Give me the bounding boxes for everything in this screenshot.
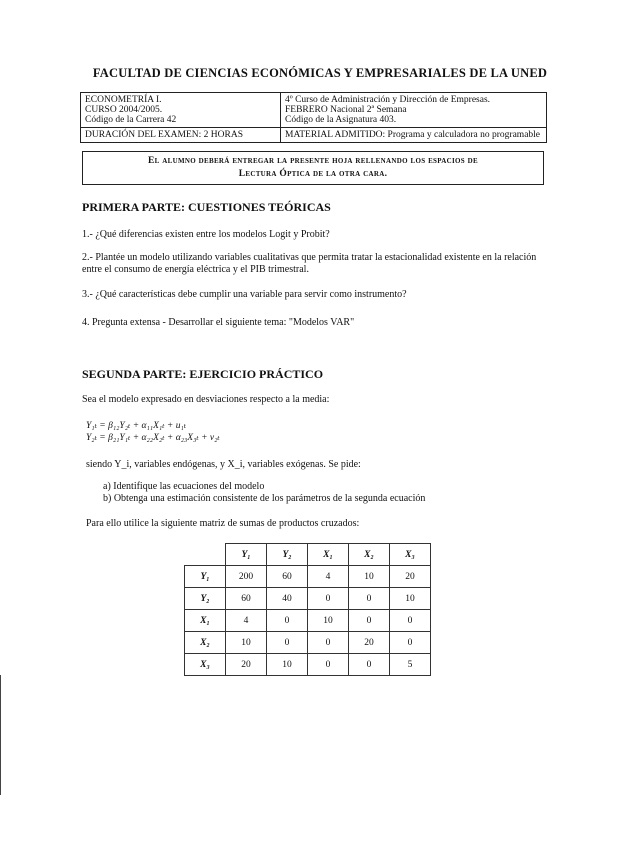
subject-code: Código de la Asignatura 403. xyxy=(285,115,397,125)
matrix-row xyxy=(185,566,431,588)
matrix-cell: 10 xyxy=(308,610,349,632)
model-intro: Sea el modelo expresado en desviaciones respecto a la media: xyxy=(82,394,330,405)
course-details xyxy=(81,93,281,127)
matrix-col-header: X₂ xyxy=(349,544,390,566)
matrix-row-header: X₃ xyxy=(185,654,226,676)
matrix-cell: 10 xyxy=(267,654,308,676)
info-row-exam xyxy=(81,128,546,142)
matrix-row xyxy=(185,588,431,610)
faculty-title: FACULTAD DE CIENCIAS ECONÓMICAS Y EMPRESARIALES DE LA UNED xyxy=(92,66,548,80)
exam-duration: DURACIÓN DEL EXAMEN: 2 HORAS xyxy=(81,128,281,142)
matrix-cell: 0 xyxy=(308,588,349,610)
matrix-cell: 0 xyxy=(308,654,349,676)
matrix-cell: 0 xyxy=(267,610,308,632)
task-a: a) Identifique las ecuaciones del modelo xyxy=(103,481,265,492)
matrix-row-header: Y₂ xyxy=(185,588,226,610)
optical-reading-notice xyxy=(82,151,544,185)
matrix-row-header: X₂ xyxy=(185,632,226,654)
equation-1: Y₁ₜ = β₁₂Y₂ₜ + α₁₁X₁ₜ + u₁ₜ xyxy=(86,421,187,431)
matrix-cell: 0 xyxy=(308,632,349,654)
matrix-cell: 10 xyxy=(390,588,431,610)
exam-session: FEBRERO Nacional 2ª Semana xyxy=(285,105,407,115)
task-b: b) Obtenga una estimación consistente de los parámetros de la segunda ecuación xyxy=(103,493,426,504)
matrix-cell: 0 xyxy=(390,632,431,654)
course-year: CURSO 2004/2005. xyxy=(85,105,163,115)
matrix-cell: 60 xyxy=(226,588,267,610)
equation-2: Y₂ₜ = β₂₁Y₁ₜ + α₂₂X₂ₜ + α₂₃X₃ₜ + v₂ₜ xyxy=(86,433,220,443)
question-1: 1.- ¿Qué diferencias existen entre los modelos Logit y Probit? xyxy=(82,229,330,240)
matrix-row xyxy=(185,632,431,654)
part1-heading: PRIMERA PARTE: CUESTIONES TEÓRICAS xyxy=(82,200,331,214)
info-row-course xyxy=(81,93,546,128)
matrix-cell: 4 xyxy=(308,566,349,588)
matrix-header-row xyxy=(185,544,431,566)
matrix-row xyxy=(185,654,431,676)
course-info-box xyxy=(80,92,547,143)
matrix-cell: 60 xyxy=(267,566,308,588)
degree-details xyxy=(281,93,546,127)
matrix-intro: Para ello utilice la siguiente matriz de sumas de productos cruzados: xyxy=(86,518,360,529)
matrix-cell: 0 xyxy=(349,610,390,632)
matrix-cell: 5 xyxy=(390,654,431,676)
question-4: 4. Pregunta extensa - Desarrollar el siguiente tema: "Modelos VAR" xyxy=(82,317,355,328)
degree-name: 4º Curso de Administración y Dirección de Empresas. xyxy=(285,95,491,105)
matrix-cell: 200 xyxy=(226,566,267,588)
matrix-cell: 20 xyxy=(226,654,267,676)
matrix-row-header: Y₁ xyxy=(185,566,226,588)
course-name: ECONOMETRÍA I. xyxy=(85,95,162,105)
career-code: Código de la Carrera 42 xyxy=(85,115,177,125)
matrix-cell: 20 xyxy=(390,566,431,588)
question-3: 3.- ¿Qué características debe cumplir una variable para servir como instrumento? xyxy=(82,289,407,300)
notice-line-1: El alumno deberá entregar la presente hoja rellenando los espacios de xyxy=(148,156,478,166)
question-2: 2.- Plantée un modelo utilizando variables cualitativas que permita tratar la estacionalidad existente en la relación entre el consumo de energía eléctrica y el PIB trimestral. xyxy=(82,252,537,275)
matrix-cell: 40 xyxy=(267,588,308,610)
matrix-cell: 0 xyxy=(349,588,390,610)
matrix-row xyxy=(185,610,431,632)
matrix-corner xyxy=(185,544,226,566)
matrix-cell: 10 xyxy=(226,632,267,654)
matrix-col-header: Y₂ xyxy=(267,544,308,566)
matrix-col-header: Y₁ xyxy=(226,544,267,566)
scan-edge-mark xyxy=(0,675,1,795)
matrix-col-header: X₃ xyxy=(390,544,431,566)
allowed-material: MATERIAL ADMITIDO: Programa y calculadora no programable xyxy=(285,130,541,140)
matrix-cell: 0 xyxy=(349,654,390,676)
part2-heading: SEGUNDA PARTE: EJERCICIO PRÁCTICO xyxy=(82,367,324,381)
matrix-cell: 0 xyxy=(267,632,308,654)
cross-products-matrix xyxy=(184,543,431,676)
notice-line-2: Lectura Óptica de la otra cara. xyxy=(238,169,388,179)
matrix-row-header: X₁ xyxy=(185,610,226,632)
matrix-col-header: X₁ xyxy=(308,544,349,566)
matrix-cell: 0 xyxy=(390,610,431,632)
matrix-cell: 10 xyxy=(349,566,390,588)
matrix-cell: 20 xyxy=(349,632,390,654)
variables-description: siendo Y_i, variables endógenas, y X_i, variables exógenas. Se pide: xyxy=(86,459,361,470)
matrix-cell: 4 xyxy=(226,610,267,632)
